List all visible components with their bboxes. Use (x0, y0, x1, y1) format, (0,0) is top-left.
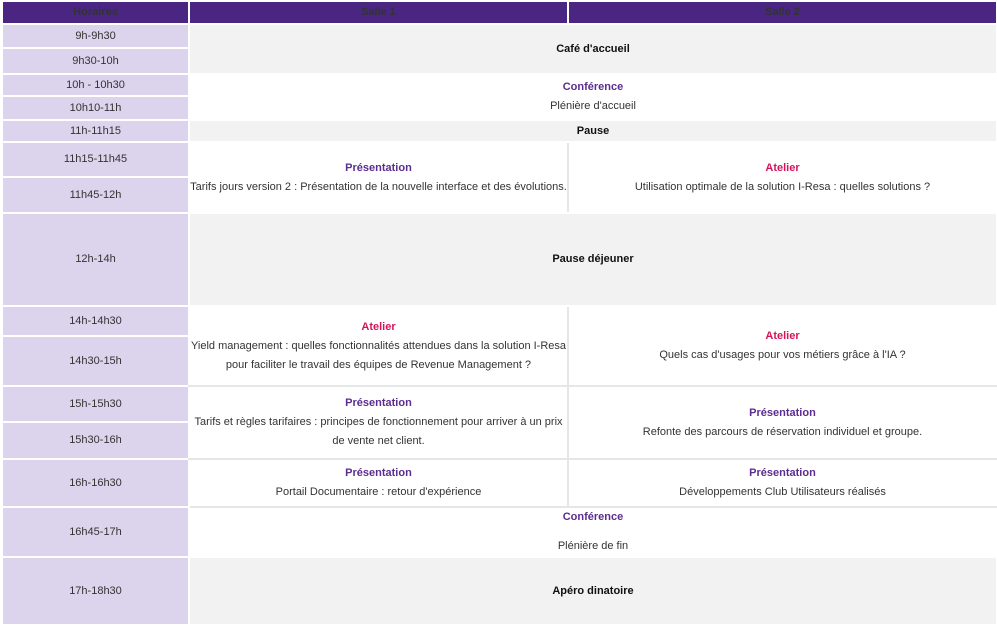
session-description: Tarifs et règles tarifaires : principes de fonctionnement pour arriver à un prix de vente net client. (194, 416, 563, 447)
session-description: Développements Club Utilisateurs réalisés (679, 486, 886, 498)
table-row (2, 24, 997, 48)
session-conference-accueil (189, 74, 997, 120)
session-description: Plénière de fin (557, 540, 629, 552)
time-slot: 10h10-11h (2, 96, 189, 120)
session-salle2-usages-ia (568, 306, 997, 386)
table-row (2, 507, 997, 557)
session-title: Pause déjeuner (552, 253, 634, 265)
session-salle1-tarifs-jours (189, 142, 568, 213)
time-slot: 16h45-17h (2, 507, 189, 557)
session-type: Présentation (345, 397, 412, 409)
session-description: Refonte des parcours de réservation individuel et groupe. (642, 425, 923, 438)
table-row (2, 386, 997, 422)
session-salle1-yield-management (189, 306, 568, 386)
session-pause (189, 120, 997, 142)
header-salle-1: Salle 1 (189, 1, 568, 24)
time-slot: 14h-14h30 (2, 306, 189, 336)
table-row (2, 213, 997, 306)
session-salle1-tarifs-regles (189, 386, 568, 459)
session-type: Présentation (345, 161, 412, 174)
session-salle2-developpements-club (568, 459, 997, 507)
time-slot: 11h15-11h45 (2, 142, 189, 177)
session-title: Pause (576, 124, 610, 137)
session-title: Apéro dinatoire (552, 584, 634, 597)
session-conference-fin (189, 507, 997, 557)
session-description: Tarifs jours version 2 : Présentation de la nouvelle interface et des évolutions. (190, 180, 567, 193)
time-slot: 15h-15h30 (2, 386, 189, 422)
session-description: Portail Documentaire : retour d'expérience (275, 486, 482, 498)
session-type: Atelier (361, 320, 396, 333)
table-row (2, 459, 997, 507)
time-slot: 9h-9h30 (2, 24, 189, 48)
session-pause-dejeuner (189, 213, 997, 306)
time-slot: 17h-18h30 (2, 557, 189, 625)
table-row (2, 142, 997, 177)
time-slot: 15h30-16h (2, 422, 189, 459)
session-type: Présentation (749, 406, 816, 419)
session-salle1-portail-documentaire (189, 459, 568, 507)
session-title: Café d'accueil (556, 42, 630, 55)
time-slot: 10h - 10h30 (2, 74, 189, 96)
header-row (2, 1, 997, 24)
session-description: Yield management : quelles fonctionnalités attendues dans la solution I-Resa pour faciliter le travail des équipes de Revenue Management ? (190, 339, 567, 371)
session-type: Atelier (765, 161, 800, 174)
table-row (2, 120, 997, 142)
session-description: Utilisation optimale de la solution I-Resa : quelles solutions ? (634, 180, 931, 193)
session-type: Conférence (562, 81, 624, 93)
time-slot: 9h30-10h (2, 48, 189, 74)
table-row (2, 557, 997, 625)
time-slot: 11h45-12h (2, 177, 189, 213)
header-horaires: Horaires (2, 1, 189, 24)
time-slot: 14h30-15h (2, 336, 189, 386)
time-slot: 11h-11h15 (2, 120, 189, 142)
header-salle-2: Salle 2 (568, 1, 997, 24)
session-type: Présentation (345, 467, 412, 479)
time-slot: 12h-14h (2, 213, 189, 306)
session-description: Plénière d'accueil (550, 100, 636, 112)
session-type: Atelier (765, 330, 800, 342)
session-description: Quels cas d'usages pour vos métiers grâce à l'IA ? (659, 349, 906, 361)
session-cafe-accueil (189, 24, 997, 74)
session-type: Présentation (749, 467, 816, 479)
session-apero-dinatoire (189, 557, 997, 625)
agenda-table (1, 0, 997, 626)
table-row (2, 74, 997, 96)
session-type: Conférence (562, 511, 624, 523)
session-salle2-utilisation-iresa (568, 142, 997, 213)
table-row (2, 306, 997, 336)
time-slot: 16h-16h30 (2, 459, 189, 507)
session-salle2-refonte-parcours (568, 386, 997, 459)
